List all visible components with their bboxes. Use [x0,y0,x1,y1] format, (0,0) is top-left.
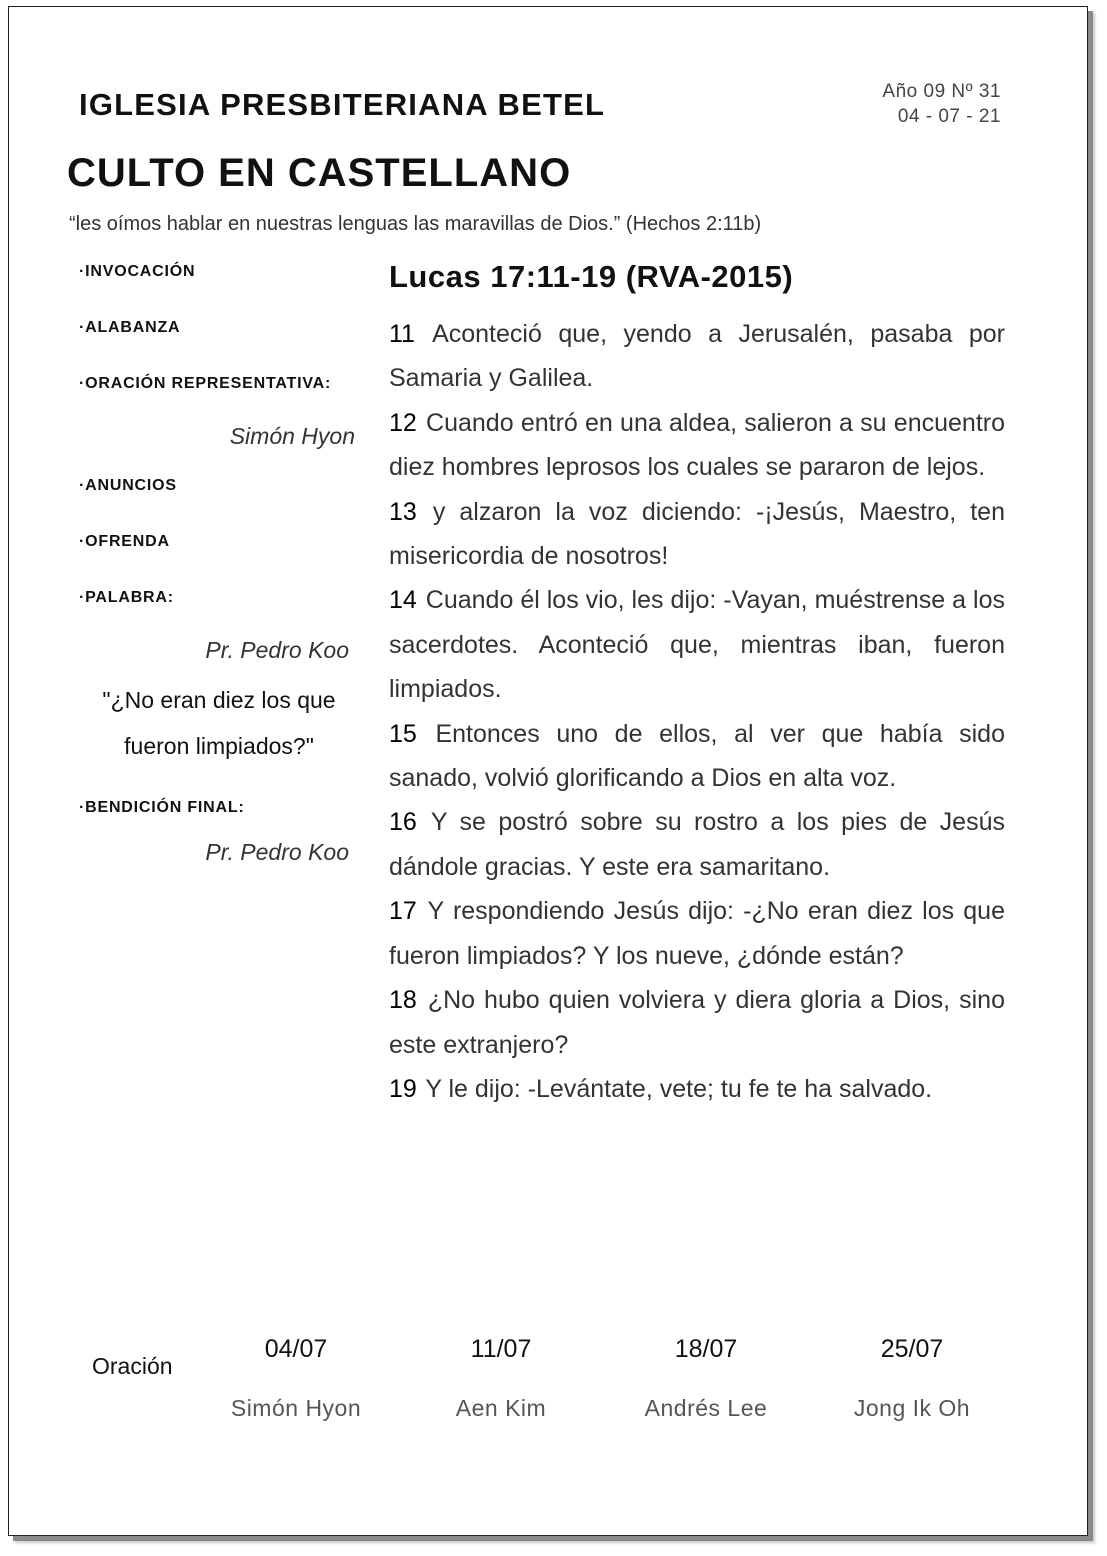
verse-text: Y respondiendo Jesús dijo: -¿No eran diez los que fueron limpiados? Y los nueve, ¿dónde están? [389,897,1005,970]
verse [389,401,1005,490]
order-anuncios: ·ANUNCIOS [79,477,177,494]
sermon-title [79,677,359,769]
verse-number: 15 [389,719,417,748]
prayer-label: Oración [92,1353,173,1379]
verse-number: 17 [389,897,417,926]
order-oracion-representativa: ·ORACIÓN REPRESENTATIVA: [79,375,332,392]
issue-number: Año 09 Nº 31 [882,81,1001,102]
verse [389,712,1005,801]
header-quote: “les oímos hablar en nuestras lenguas las maravillas de Dios.” (Hechos 2:11b) [69,213,762,235]
verse-number: 18 [389,986,417,1015]
bendicion-preacher: Pr. Pedro Koo [205,839,349,865]
prayer-date: 04/07 [264,1335,328,1363]
passage-text [389,312,1005,1111]
prayer-person: Aen Kim [455,1395,547,1421]
verse-text: Cuando entró en una aldea, salieron a su encuentro diez hombres leprosos los cuales se pararon de lejos. [389,408,1005,482]
palabra-preacher: Pr. Pedro Koo [205,637,349,663]
service-title: CULTO EN CASTELLANO [67,151,572,195]
issue-date: 04 - 07 - 21 [897,106,1001,127]
sermon-title-line-1: "¿No eran diez los que [102,687,336,713]
issue-info [882,79,1001,129]
verse-text: Y se postró sobre su rostro a los pies de Jesús dándole gracias. Y este era samaritano. [389,808,1005,881]
prayer-date: 25/07 [880,1335,944,1363]
order-bendicion-final: ·BENDICIÓN FINAL: [79,799,245,816]
verse-number: 13 [389,497,417,526]
verse [389,978,1005,1067]
verse-text: y alzaron la voz diciendo: -¡Jesús, Maestro, ten misericordia de nosotros! [389,497,1005,571]
passage-title: Lucas 17:11-19 (RVA-2015) [389,259,794,294]
verse-text: Aconteció que, yendo a Jerusalén, pasaba por Samaria y Galilea. [389,320,1005,393]
verse-number: 11 [389,320,415,348]
verse-number: 12 [389,408,417,437]
verse-text: ¿No hubo quien volviera y diera gloria a Dios, sino este extranjero? [389,986,1005,1059]
verse [389,312,1005,401]
verse [389,889,1005,978]
verse [389,578,1005,711]
prayer-person: Andrés Lee [644,1395,768,1421]
order-alabanza: ·ALABANZA [79,319,181,336]
verse-text: Cuando él los vio, les dijo: -Vayan, muéstrense a los sacerdotes. Aconteció que, mientras iban, fueron limpiados. [389,586,1005,704]
verse-text: Y le dijo: -Levántate, vete; tu fe te ha salvado. [425,1074,933,1103]
oracion-representativa-name: Simón Hyon [229,423,355,449]
prayer-date: 18/07 [674,1335,738,1363]
order-palabra: ·PALABRA: [79,589,174,606]
verse [389,800,1005,889]
verse-number: 19 [389,1074,417,1103]
verse-text: Entonces uno de ellos, al ver que había sido sanado, volvió glorificando a Dios en alta voz. [389,719,1005,793]
verse-number: 16 [389,808,417,837]
bulletin-page [8,6,1088,1536]
church-name: IGLESIA PRESBITERIANA BETEL [79,87,606,122]
prayer-person: Simón Hyon [230,1395,362,1421]
prayer-person: Jong Ik Oh [853,1395,971,1421]
prayer-date: 11/07 [470,1335,532,1363]
verse-number: 14 [389,586,417,615]
order-invocacion: ·INVOCACIÓN [79,263,196,280]
verse [389,1067,1005,1111]
order-ofrenda: ·OFRENDA [79,533,170,550]
verse [389,490,1005,579]
sermon-title-line-2: fueron limpiados?" [124,733,314,759]
